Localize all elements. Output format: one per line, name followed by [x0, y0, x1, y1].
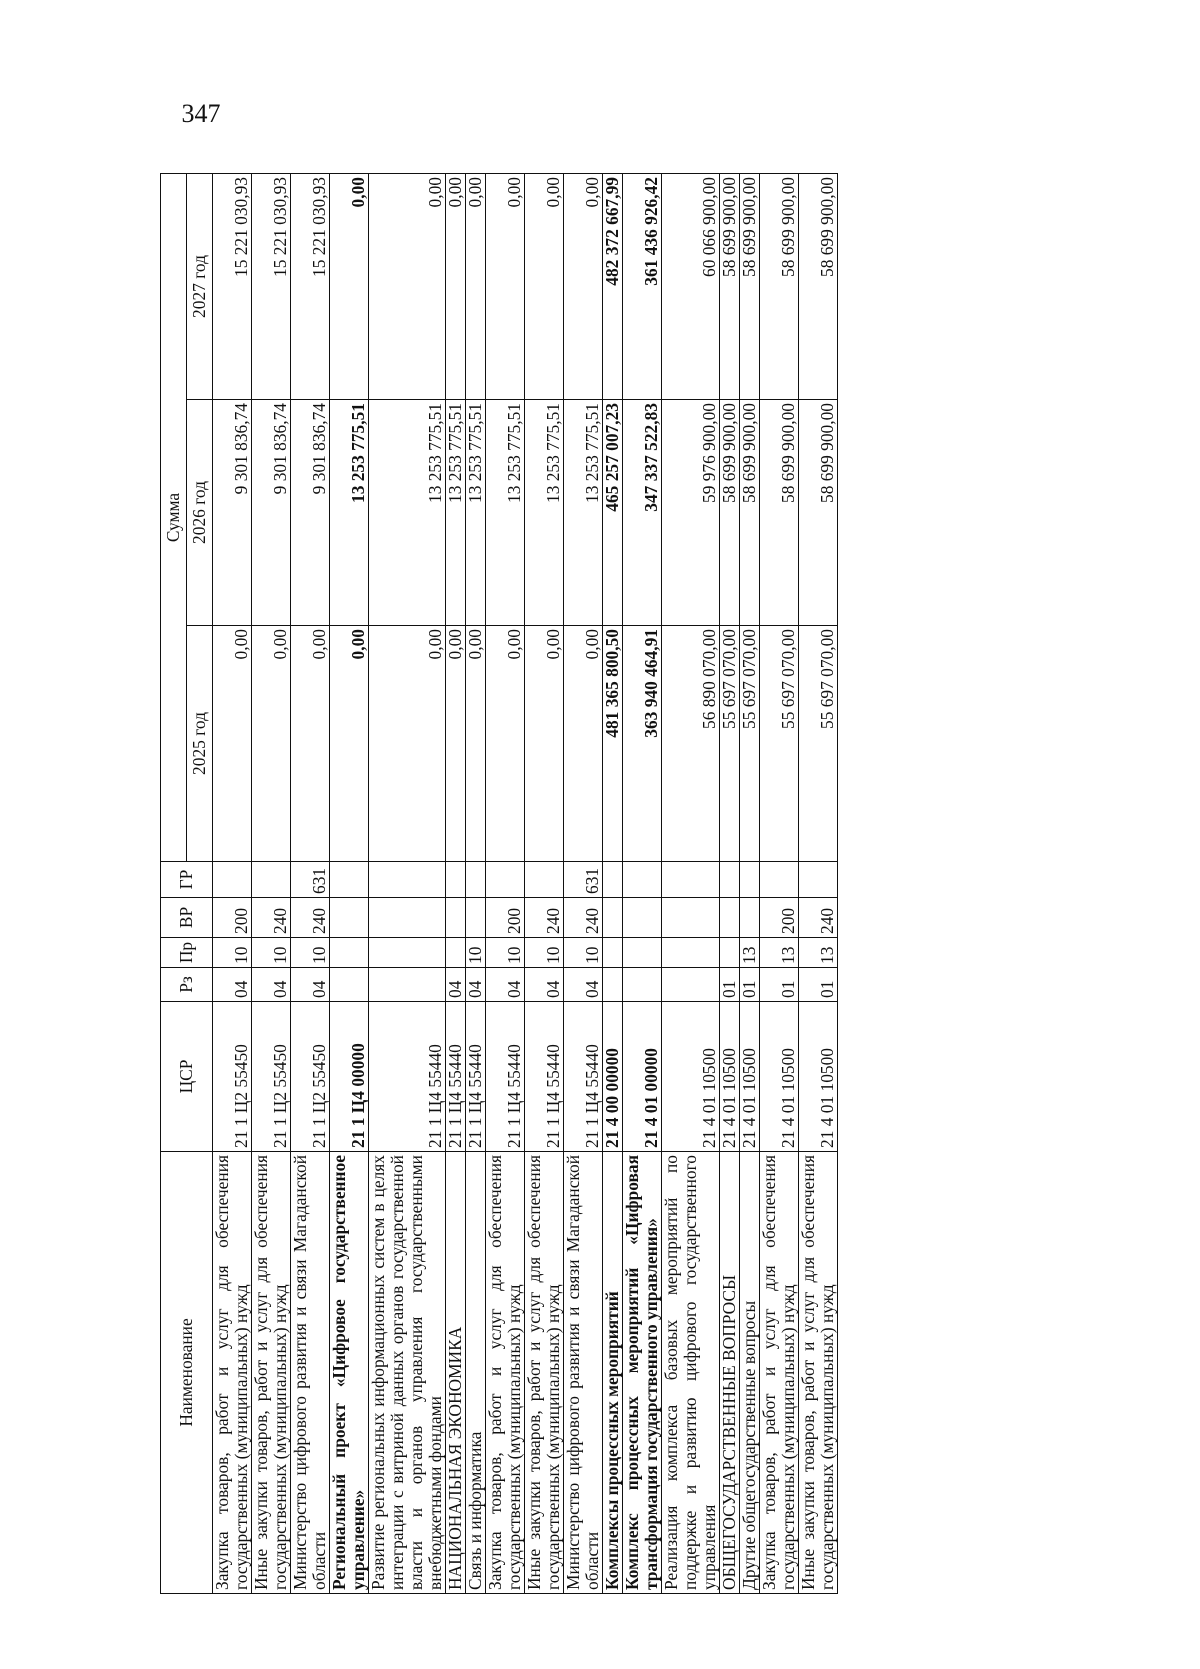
- row-amount-2027: 15 221 030,93: [252, 174, 291, 400]
- row-amount-2027: 482 372 667,99: [603, 174, 623, 400]
- row-rz: 04: [252, 968, 291, 1002]
- row-gr: [446, 862, 466, 898]
- header-2027: 2027 год: [187, 174, 213, 400]
- header-pr: Пр: [161, 938, 213, 968]
- row-pr: [603, 938, 623, 968]
- row-pr: 13: [760, 938, 799, 968]
- row-gr: [525, 862, 564, 898]
- row-name: Закупка товаров, работ и услуг для обеспечения государственных (муниципальных) нужд: [760, 1152, 799, 1594]
- row-vr: [740, 898, 760, 938]
- row-amount-2026: 9 301 836,74: [252, 400, 291, 626]
- row-vr: 200: [486, 898, 525, 938]
- row-name: Иные закупки товаров, работ и услуг для обеспечения государственных (муниципальных) нужд: [525, 1152, 564, 1594]
- row-vr: 240: [525, 898, 564, 938]
- row-csr: 21 1 Ц4 55440: [486, 1002, 525, 1152]
- table-row: [740, 174, 760, 1594]
- table-row: [525, 174, 564, 1594]
- row-amount-2027: 0,00: [446, 174, 466, 400]
- row-amount-2027: 361 436 926,42: [623, 174, 662, 400]
- table-row: [330, 174, 369, 1594]
- row-csr: 21 1 Ц4 55440: [466, 1002, 486, 1152]
- row-amount-2025: 0,00: [213, 626, 252, 862]
- row-vr: 240: [799, 898, 838, 938]
- row-amount-2026: 13 253 775,51: [466, 400, 486, 626]
- row-amount-2025: 363 940 464,91: [623, 626, 662, 862]
- table-row: [446, 174, 466, 1594]
- row-amount-2026: 59 976 900,00: [662, 400, 720, 626]
- row-rz: 01: [740, 968, 760, 1002]
- row-gr: [760, 862, 799, 898]
- row-name: Комплекс процессных мероприятий «Цифровая трансформация государственного управления»: [623, 1152, 662, 1594]
- row-amount-2025: 0,00: [486, 626, 525, 862]
- row-csr: 21 1 Ц2 55450: [252, 1002, 291, 1152]
- row-amount-2027: 58 699 900,00: [799, 174, 838, 400]
- header-2026: 2026 год: [187, 400, 213, 626]
- row-vr: 240: [564, 898, 603, 938]
- row-pr: [446, 938, 466, 968]
- table-row: [466, 174, 486, 1594]
- header-gr: ГР: [161, 862, 213, 898]
- row-amount-2025: 0,00: [525, 626, 564, 862]
- row-pr: 10: [466, 938, 486, 968]
- row-gr: 631: [564, 862, 603, 898]
- table-row: [720, 174, 740, 1594]
- table-row: [623, 174, 662, 1594]
- row-amount-2025: 0,00: [564, 626, 603, 862]
- header-name: Наименование: [161, 1152, 213, 1594]
- row-pr: 10: [291, 938, 330, 968]
- table-row: [662, 174, 720, 1594]
- row-vr: [330, 898, 369, 938]
- row-vr: [623, 898, 662, 938]
- row-name: Иные закупки товаров, работ и услуг для обеспечения государственных (муниципальных) нужд: [799, 1152, 838, 1594]
- row-pr: [720, 938, 740, 968]
- row-amount-2027: 58 699 900,00: [740, 174, 760, 400]
- table-row: [291, 174, 330, 1594]
- row-csr: 21 4 01 10500: [720, 1002, 740, 1152]
- row-name: Министерство цифрового развития и связи Магаданской области: [291, 1152, 330, 1594]
- row-rz: 04: [466, 968, 486, 1002]
- row-csr: 21 1 Ц4 00000: [330, 1002, 369, 1152]
- row-amount-2027: 58 699 900,00: [720, 174, 740, 400]
- row-amount-2025: 0,00: [446, 626, 466, 862]
- row-rz: 01: [799, 968, 838, 1002]
- row-amount-2026: 347 337 522,83: [623, 400, 662, 626]
- row-name: Министерство цифрового развития и связи Магаданской области: [564, 1152, 603, 1594]
- row-gr: [662, 862, 720, 898]
- row-rz: 04: [564, 968, 603, 1002]
- row-amount-2027: 0,00: [330, 174, 369, 400]
- row-gr: [252, 862, 291, 898]
- row-vr: 200: [213, 898, 252, 938]
- row-amount-2026: 13 253 775,51: [330, 400, 369, 626]
- row-rz: [603, 968, 623, 1002]
- row-vr: [369, 898, 446, 938]
- row-amount-2027: 0,00: [564, 174, 603, 400]
- row-csr: 21 4 00 00000: [603, 1002, 623, 1152]
- row-amount-2026: 13 253 775,51: [369, 400, 446, 626]
- rotated-page-content: [160, 99, 1070, 1594]
- row-amount-2026: 58 699 900,00: [799, 400, 838, 626]
- row-csr: 21 4 01 00000: [623, 1002, 662, 1152]
- row-amount-2026: 58 699 900,00: [760, 400, 799, 626]
- row-amount-2025: 0,00: [252, 626, 291, 862]
- row-rz: 04: [291, 968, 330, 1002]
- row-amount-2027: 15 221 030,93: [213, 174, 252, 400]
- row-pr: 13: [740, 938, 760, 968]
- row-amount-2027: 0,00: [466, 174, 486, 400]
- row-gr: [330, 862, 369, 898]
- row-amount-2027: 0,00: [369, 174, 446, 400]
- table-body: [213, 174, 838, 1594]
- row-csr: 21 4 01 10500: [760, 1002, 799, 1152]
- row-vr: 240: [252, 898, 291, 938]
- row-amount-2026: 465 257 007,23: [603, 400, 623, 626]
- header-rz: Рз: [161, 968, 213, 1002]
- row-pr: [623, 938, 662, 968]
- budget-table: [160, 173, 838, 1594]
- row-gr: [466, 862, 486, 898]
- row-vr: 240: [291, 898, 330, 938]
- row-csr: 21 1 Ц2 55450: [213, 1002, 252, 1152]
- row-rz: [662, 968, 720, 1002]
- row-csr: 21 1 Ц4 55440: [525, 1002, 564, 1152]
- row-csr: 21 1 Ц4 55440: [446, 1002, 466, 1152]
- row-amount-2026: 58 699 900,00: [720, 400, 740, 626]
- row-amount-2027: 58 699 900,00: [760, 174, 799, 400]
- header-2025: 2025 год: [187, 626, 213, 862]
- table-row: [213, 174, 252, 1594]
- row-amount-2027: 60 066 900,00: [662, 174, 720, 400]
- row-vr: [720, 898, 740, 938]
- row-rz: 04: [446, 968, 466, 1002]
- row-vr: [466, 898, 486, 938]
- row-amount-2025: 0,00: [369, 626, 446, 862]
- row-amount-2027: 0,00: [486, 174, 525, 400]
- row-gr: [486, 862, 525, 898]
- row-rz: [330, 968, 369, 1002]
- row-rz: 04: [525, 968, 564, 1002]
- row-vr: 200: [760, 898, 799, 938]
- row-rz: 01: [760, 968, 799, 1002]
- row-amount-2026: 13 253 775,51: [564, 400, 603, 626]
- row-amount-2025: 55 697 070,00: [799, 626, 838, 862]
- row-gr: [369, 862, 446, 898]
- row-name: Закупка товаров, работ и услуг для обеспечения государственных (муниципальных) нужд: [213, 1152, 252, 1594]
- row-amount-2026: 9 301 836,74: [291, 400, 330, 626]
- row-csr: 21 1 Ц4 55440: [564, 1002, 603, 1152]
- row-amount-2026: 58 699 900,00: [740, 400, 760, 626]
- header-vr: ВР: [161, 898, 213, 938]
- row-csr: 21 4 01 10500: [799, 1002, 838, 1152]
- row-csr: 21 4 01 10500: [662, 1002, 720, 1152]
- row-gr: [623, 862, 662, 898]
- row-name: Реализация комплекса базовых мероприятий по поддержке и развитию цифрового государственного управления: [662, 1152, 720, 1594]
- row-csr: 21 4 01 10500: [740, 1002, 760, 1152]
- row-vr: [662, 898, 720, 938]
- row-pr: 10: [252, 938, 291, 968]
- row-amount-2025: 481 365 800,50: [603, 626, 623, 862]
- row-amount-2026: 13 253 775,51: [486, 400, 525, 626]
- table-row: [760, 174, 799, 1594]
- row-pr: [330, 938, 369, 968]
- row-pr: [662, 938, 720, 968]
- header-sum: Сумма: [161, 174, 187, 862]
- table-row: [369, 174, 446, 1594]
- row-rz: 04: [486, 968, 525, 1002]
- row-amount-2025: 0,00: [291, 626, 330, 862]
- row-rz: 01: [720, 968, 740, 1002]
- row-amount-2025: 55 697 070,00: [760, 626, 799, 862]
- row-rz: [369, 968, 446, 1002]
- row-gr: [740, 862, 760, 898]
- row-csr: 21 1 Ц2 55450: [291, 1002, 330, 1152]
- row-amount-2025: 0,00: [466, 626, 486, 862]
- row-name: Связь и информатика: [466, 1152, 486, 1594]
- row-pr: 10: [564, 938, 603, 968]
- row-amount-2027: 15 221 030,93: [291, 174, 330, 400]
- row-amount-2025: 56 890 070,00: [662, 626, 720, 862]
- row-pr: 10: [213, 938, 252, 968]
- row-rz: [623, 968, 662, 1002]
- table-row: [486, 174, 525, 1594]
- row-name: Комплексы процессных мероприятий: [603, 1152, 623, 1594]
- page-number: 347: [181, 99, 221, 128]
- row-amount-2026: 13 253 775,51: [525, 400, 564, 626]
- row-csr: 21 1 Ц4 55440: [369, 1002, 446, 1152]
- table-row: [564, 174, 603, 1594]
- row-pr: [369, 938, 446, 968]
- row-name: Региональный проект «Цифровое государственное управление»: [330, 1152, 369, 1594]
- header-csr: ЦСР: [161, 1002, 213, 1152]
- row-gr: [799, 862, 838, 898]
- row-amount-2025: 55 697 070,00: [740, 626, 760, 862]
- row-amount-2025: 0,00: [330, 626, 369, 862]
- row-amount-2025: 55 697 070,00: [720, 626, 740, 862]
- row-pr: 10: [525, 938, 564, 968]
- row-pr: 10: [486, 938, 525, 968]
- row-gr: [213, 862, 252, 898]
- row-name: НАЦИОНАЛЬНАЯ ЭКОНОМИКА: [446, 1152, 466, 1594]
- row-amount-2026: 9 301 836,74: [213, 400, 252, 626]
- row-name: ОБЩЕГОСУДАРСТВЕННЫЕ ВОПРОСЫ: [720, 1152, 740, 1594]
- row-pr: 13: [799, 938, 838, 968]
- row-gr: 631: [291, 862, 330, 898]
- row-name: Закупка товаров, работ и услуг для обеспечения государственных (муниципальных) нужд: [486, 1152, 525, 1594]
- table-row: [603, 174, 623, 1594]
- row-gr: [720, 862, 740, 898]
- row-rz: 04: [213, 968, 252, 1002]
- row-amount-2027: 0,00: [525, 174, 564, 400]
- table-row: [252, 174, 291, 1594]
- row-gr: [603, 862, 623, 898]
- row-name: Другие общегосударственные вопросы: [740, 1152, 760, 1594]
- row-vr: [446, 898, 466, 938]
- row-vr: [603, 898, 623, 938]
- row-name: Иные закупки товаров, работ и услуг для обеспечения государственных (муниципальных) нужд: [252, 1152, 291, 1594]
- row-amount-2026: 13 253 775,51: [446, 400, 466, 626]
- row-name: Развитие региональных информационных систем в целях интеграции с витриной данных органов государственной власти и органов управления государственными внебюджетными фондами: [369, 1152, 446, 1594]
- table-row: [799, 174, 838, 1594]
